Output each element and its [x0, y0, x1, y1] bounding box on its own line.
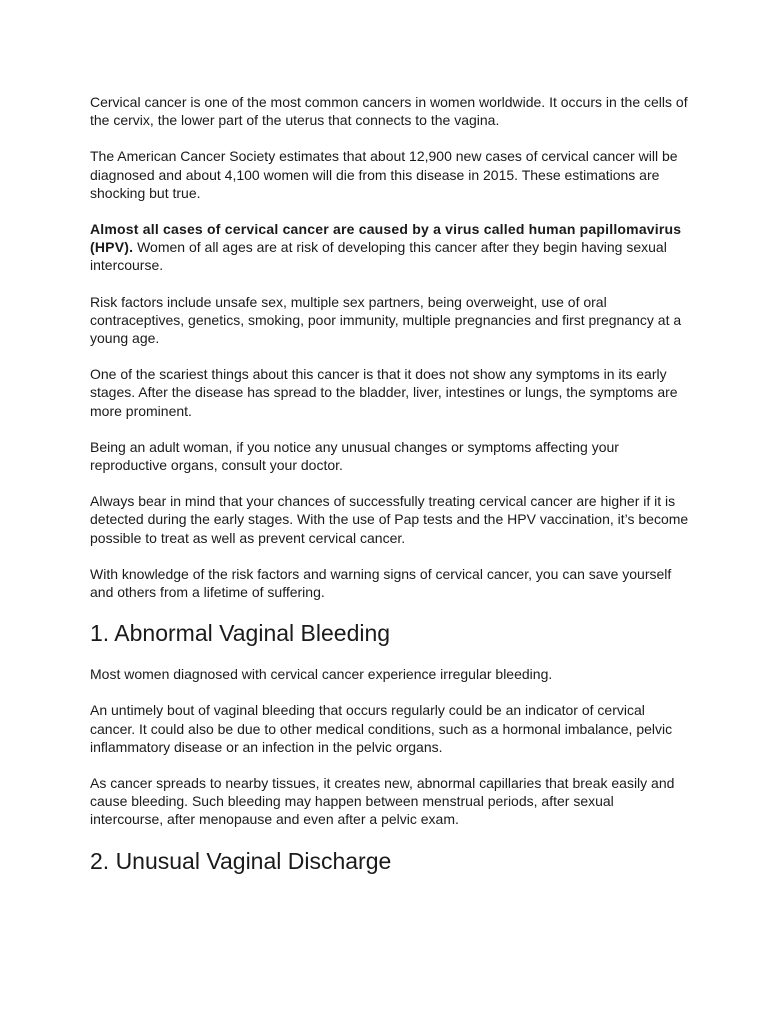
hpv-bold-text: Almost all cases of cervical cancer are caused by a virus called human papillomavirus (HPV). — [90, 221, 682, 256]
symptoms-paragraph: One of the scariest things about this cancer is that it does not show any symptoms in its early stages. After the disease has spread to the bladder, liver, intestines or lungs, the symptoms are more prominent. — [90, 366, 678, 419]
hpv-rest-text: Women of all ages are at risk of developing this cancer after they begin having sexual intercourse. — [90, 239, 667, 274]
hpv-paragraph — [90, 220, 690, 275]
risk-factors-paragraph: Risk factors include unsafe sex, multiple sex partners, being overweight, use of oral contraceptives, genetics, smoking, poor immunity, multiple pregnancies and first pregnancy at a young age. — [90, 293, 682, 347]
section1-paragraph: Most women diagnosed with cervical cancer experience irregular bleeding. — [90, 666, 553, 683]
section-heading-unusual-discharge: 2. Unusual Vaginal Discharge — [90, 847, 392, 874]
early-detection-paragraph: Always bear in mind that your chances of successfully treating cervical cancer are higher if it is detected during the early stages. With the use of Pap tests and the HPV vaccination, it’s become possible to treat as well as prevent cervical cancer. — [90, 493, 689, 546]
section-heading-abnormal-bleeding: 1. Abnormal Vaginal Bleeding — [90, 620, 391, 647]
statistics-paragraph: The American Cancer Society estimates that about 12,900 new cases of cervical cancer will be diagnosed and about 4,100 women will die from this disease in 2015. These estimations are shocking but true. — [90, 148, 678, 201]
section1-paragraph: An untimely bout of vaginal bleeding that occurs regularly could be an indicator of cervical cancer. It could also be due to other medical conditions, such as a hormonal imbalance, pelvic inflammatory disease or an infection in the pelvic organs. — [90, 702, 673, 755]
knowledge-paragraph: With knowledge of the risk factors and warning signs of cervical cancer, you can save yourself and others from a lifetime of suffering. — [90, 565, 672, 601]
section1-paragraph: As cancer spreads to nearby tissues, it creates new, abnormal capillaries that break easily and cause bleeding. Such bleeding may happen between menstrual periods, after sexual intercourse, after menopause and even after a pelvic exam. — [90, 775, 675, 828]
intro-paragraph: Cervical cancer is one of the most common cancers in women worldwide. It occurs in the cells of the cervix, the lower part of the uterus that connects to the vagina. — [90, 94, 688, 129]
document-page — [90, 93, 690, 875]
consult-doctor-paragraph: Being an adult woman, if you notice any unusual changes or symptoms affecting your reproductive organs, consult your doctor. — [90, 438, 619, 474]
